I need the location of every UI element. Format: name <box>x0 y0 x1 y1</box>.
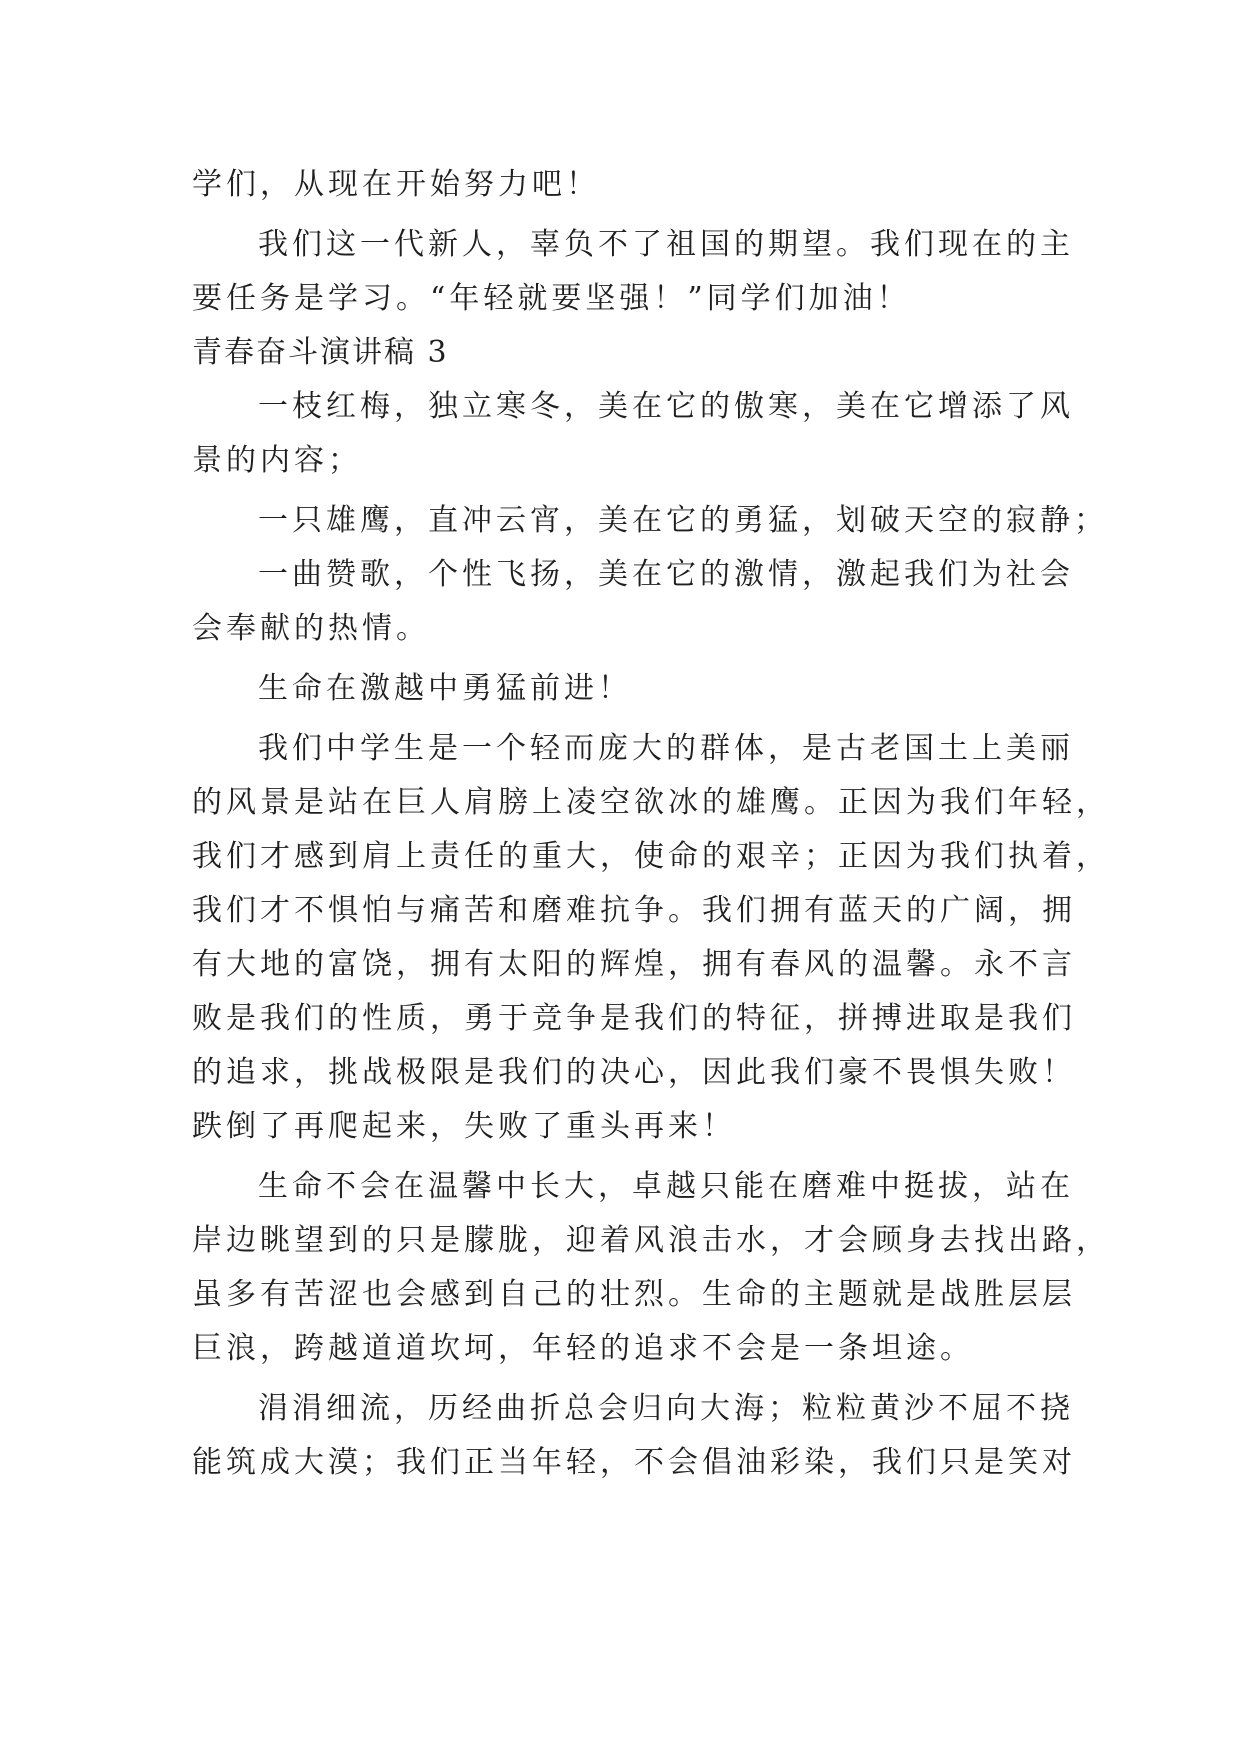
text-line: 巨浪，跨越道道坎坷，年轻的追求不会是一条坦途。 <box>192 1331 974 1366</box>
text-line: 我们才不惧怕与痛苦和磨难抗争。我们拥有蓝天的广阔，拥 <box>192 893 1076 928</box>
text-line: 景的内容； <box>192 443 362 478</box>
paragraph-start: 生命不会在温馨中长大，卓越只能在磨难中挺拔，站在 <box>258 1169 1074 1204</box>
text-line: 要任务是学习。“年轻就要坚强！”同学们加油！ <box>192 281 911 316</box>
paragraph-start: 一枝红梅，独立寒冬，美在它的傲寒，美在它增添了风 <box>258 389 1074 424</box>
paragraph-start: 一只雄鹰，直冲云宵，美在它的勇猛，划破天空的寂静； <box>258 503 1108 538</box>
text-line: 会奉献的热情。 <box>192 611 430 646</box>
text-line: 学们，从现在开始努力吧！ <box>192 167 600 202</box>
paragraph-start: 一曲赞歌，个性飞扬，美在它的激情，激起我们为社会 <box>258 557 1074 592</box>
paragraph-start: 我们这一代新人，辜负不了祖国的期望。我们现在的主 <box>258 227 1074 262</box>
paragraph-start: 生命在激越中勇猛前进！ <box>258 671 632 706</box>
text-line: 能筑成大漠；我们正当年轻，不会倡油彩染，我们只是笑对 <box>192 1445 1076 1480</box>
text-line: 的追求，挑战极限是我们的决心，因此我们豪不畏惧失败！ <box>192 1055 1076 1090</box>
paragraph-start: 我们中学生是一个轻而庞大的群体，是古老国土上美丽 <box>258 731 1074 766</box>
speech-text <box>192 158 1110 1490</box>
text-line: 的风景是站在巨人肩膀上凌空欲冰的雄鹰。正因为我们年轻， <box>192 785 1110 820</box>
text-line: 有大地的富饶，拥有太阳的辉煌，拥有春风的温馨。永不言 <box>192 947 1076 982</box>
text-line: 虽多有苦涩也会感到自己的壮烈。生命的主题就是战胜层层 <box>192 1277 1076 1312</box>
section-heading: 青春奋斗演讲稿 3 <box>192 335 449 370</box>
text-line: 我们才感到肩上责任的重大，使命的艰辛；正因为我们执着， <box>192 839 1110 874</box>
text-line: 岸边眺望到的只是朦胧，迎着风浪击水，才会顾身去找出路， <box>192 1223 1110 1258</box>
text-line: 败是我们的性质，勇于竞争是我们的特征，拼搏进取是我们 <box>192 1001 1076 1036</box>
paragraph-start: 涓涓细流，历经曲折总会归向大海；粒粒黄沙不屈不挠 <box>258 1391 1074 1426</box>
text-line: 跌倒了再爬起来，失败了重头再来！ <box>192 1109 736 1144</box>
